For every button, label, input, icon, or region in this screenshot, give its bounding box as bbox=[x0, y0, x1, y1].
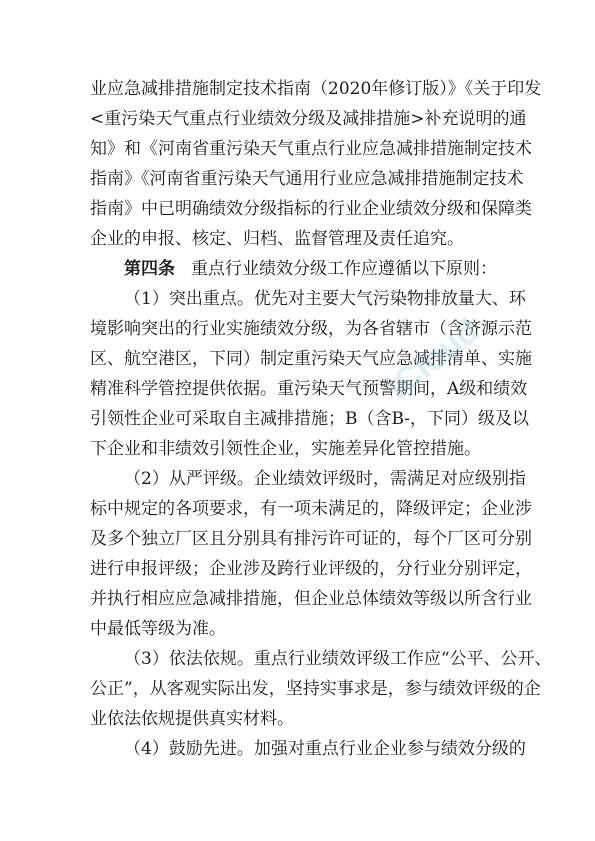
document-body bbox=[90, 74, 552, 764]
article-heading-line bbox=[90, 254, 508, 284]
principle-1-line-2: 境影响突出的行业实施绩效分级，为各省辖市（含济源示范 bbox=[90, 319, 532, 339]
body-line-4: 指南》《河南省重污染天气通用行业应急减排措施制定技术 bbox=[90, 169, 524, 189]
article-number: 第四条 bbox=[124, 259, 175, 279]
principle-2-line-6: 中最低等级为准。 bbox=[90, 619, 226, 639]
principle-1-line-3: 区、航空港区，下同）制定重污染天气应急减排清单、实施 bbox=[90, 349, 532, 369]
principle-2-line-5: 并执行相应应急减排措施，但企业总体绩效等级以所含行业 bbox=[90, 589, 532, 609]
body-line-2: <重污染天气重点行业绩效分级及减排措施>补充说明的通 bbox=[90, 109, 527, 129]
body-line-6: 企业的申报、核定、归档、监督管理及责任追究。 bbox=[90, 229, 464, 249]
principle-3-line-2: 公正”，从客观实际出发，坚持实事求是，参与绩效评级的企 bbox=[90, 679, 541, 699]
article-text: 重点行业绩效分级工作应遵循以下原则： bbox=[191, 259, 497, 279]
body-line-1: 业应急减排措施制定技术指南（2020年修订版）》《关于印发 bbox=[90, 79, 542, 99]
principle-2-line-2: 标中规定的各项要求，有一项未满足的，降级评定；企业涉 bbox=[90, 499, 532, 519]
principle-1-line-4: 精准科学管控提供依据。重污染天气预警期间，A级和绩效 bbox=[90, 379, 528, 399]
principle-1-line-6: 下企业和非绩效引领性企业，实施差异化管控措施。 bbox=[90, 439, 481, 459]
body-line-5: 指南》中已明确绩效分级指标的行业企业绩效分级和保障类 bbox=[90, 199, 532, 219]
principle-4-line-1: （4）鼓励先进。加强对重点行业企业参与绩效分级的 bbox=[124, 739, 526, 759]
principle-3-line-1: （3）依法依规。重点行业绩效评级工作应“公平、公开、 bbox=[124, 649, 552, 669]
principle-2-line-4: 进行申报评级；企业涉及跨行业评级的，分行业分别评定， bbox=[90, 559, 532, 579]
watermark-text: iCloud bbox=[379, 311, 487, 407]
principle-1-line-5: 引领性企业可采取自主减排措施；B（含B-，下同）级及以 bbox=[90, 409, 530, 429]
principle-1-line-1: （1）突出重点。优先对主要大气污染物排放量大、环 bbox=[124, 289, 526, 309]
principle-2-line-1: （2）从严评级。企业绩效评级时，需满足对应级别指 bbox=[124, 469, 526, 489]
principle-2-line-3: 及多个独立厂区且分别具有排污许可证的，每个厂区可分别 bbox=[90, 529, 532, 549]
principle-3-line-3: 业依法依规提供真实材料。 bbox=[90, 709, 294, 729]
body-line-3: 知》和《河南省重污染天气重点行业应急减排措施制定技术 bbox=[90, 139, 532, 159]
